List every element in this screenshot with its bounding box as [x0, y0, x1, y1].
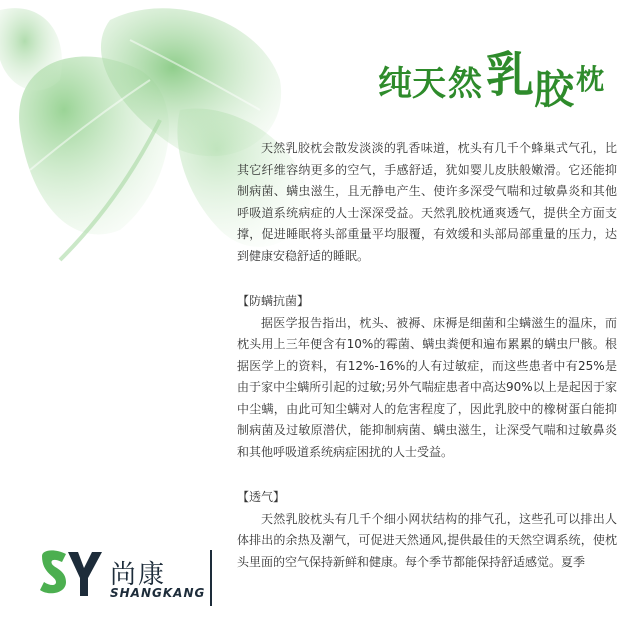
page-title — [378, 36, 608, 116]
logo-english-name: SHANGKANG — [110, 586, 206, 600]
logo-chinese-name: 尚康 — [110, 560, 167, 590]
section-body-anti-mite: 据医学报告指出，枕头、被褥、床褥是细菌和尘螨滋生的温床，而枕头用上三年便含有10%的霉菌、螨虫粪便和遍布累累的螨虫尸骸。根据医学上的资料，有12%-16%的人有过敏症，而这些患者中有25%是由于家中尘螨所引起的过敏;另外气喘症患者中高达90%以上是起因于家中尘螨，由此可知尘螨对人的危害程度了，因此乳胶中的橡树蛋白能抑制病菌及过敏原潜伏，能抑制病菌、螨虫滋生，让深受气喘和过敏鼻炎和其他呼吸道系统病症困扰的人士受益。 — [237, 315, 617, 459]
title-char: 纯 — [378, 64, 412, 104]
logo-divider — [210, 550, 212, 606]
title-char: 天 — [412, 64, 446, 104]
section-heading-breathable: 【透气】 — [237, 490, 286, 504]
title-char: 然 — [448, 64, 482, 104]
section-body-breathable: 天然乳胶枕头有几千个细小网状结构的排气孔，这些孔可以排出人体排出的余热及潮气，可促进天然通风,提供最佳的天然空调系统，使枕头里面的空气保持新鲜和健康。每个季节都能保持舒适感觉。夏季 — [237, 511, 617, 569]
brand-logo — [40, 548, 230, 608]
title-char: 枕 — [576, 63, 605, 96]
title-char: 胶 — [534, 67, 574, 113]
title-char: 乳 — [486, 47, 535, 103]
article-body — [237, 138, 617, 573]
section-heading-anti-mite: 【防螨抗菌】 — [237, 294, 310, 308]
intro-paragraph: 天然乳胶枕会散发淡淡的乳香味道，枕头有几千个蜂巢式气孔，比其它纤维容纳更多的空气，手感舒适，犹如婴儿皮肤般嫩滑。它还能抑制病菌、螨虫滋生，且无静电产生、使许多深受气喘和过敏鼻炎和其他呼吸道系统病症的人士深深受益。天然乳胶枕通爽透气，提供全方面支撑，促进睡眠将头部重量平均服覆，有效缓和头部局部重量的压力，达到健康安稳舒适的睡眠。 — [237, 141, 617, 263]
sy-logo-icon — [40, 548, 102, 598]
leaf-shape — [0, 8, 62, 90]
